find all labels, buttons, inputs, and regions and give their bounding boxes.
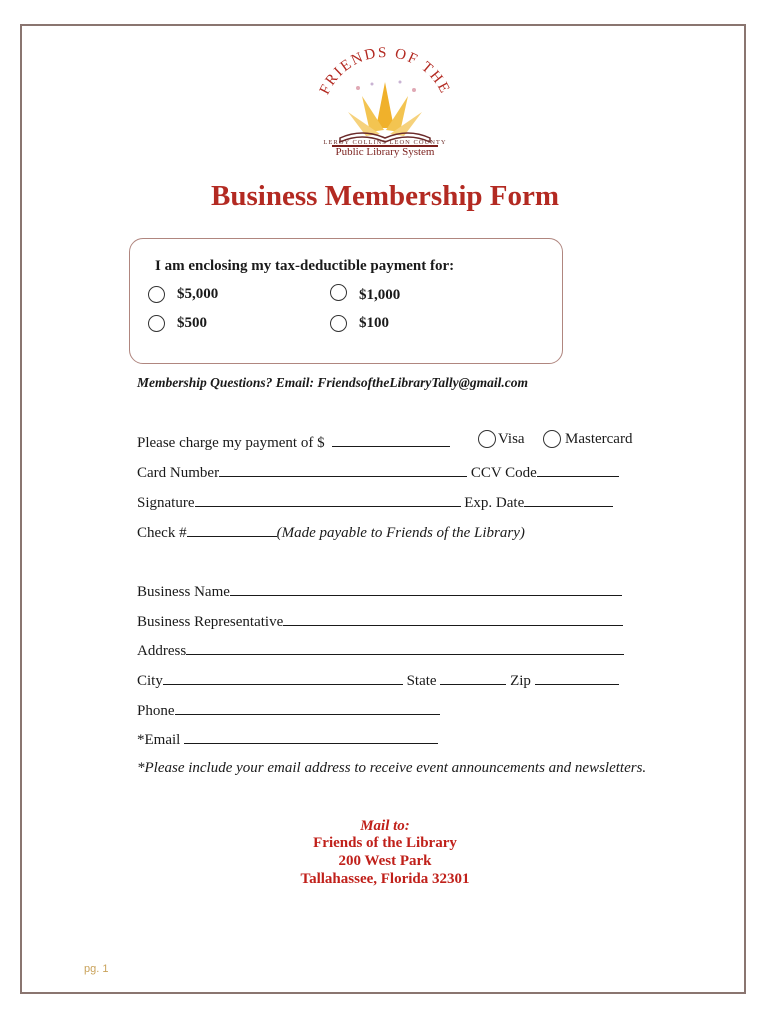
signature-row [137,492,613,512]
card-row [137,462,619,482]
visa-option[interactable] [478,430,525,448]
phone-field[interactable] [175,700,440,715]
radio-circle-icon[interactable] [478,430,496,448]
business-name-row [137,581,622,601]
charge-amount-field[interactable] [332,432,450,447]
mail-org: Friends of the Library [313,835,457,851]
business-name-label: Business Name [137,584,230,600]
option-label: $500 [177,315,207,331]
mail-street: 200 West Park [338,853,432,869]
address-label: Address [137,643,187,659]
ccv-field[interactable] [537,462,619,477]
radio-circle-icon[interactable] [148,286,165,303]
card-number-field[interactable] [219,462,467,477]
business-name-field[interactable] [230,581,622,596]
option-label: $5,000 [177,286,219,302]
radio-circle-icon[interactable] [148,315,165,332]
mastercard-label: Mastercard [565,430,633,447]
check-note: (Made payable to Friends of the Library) [276,525,525,541]
state-label: State [406,673,437,689]
check-row [137,522,525,542]
zip-label: Zip [510,673,531,689]
address-field[interactable] [186,640,624,655]
logo-arc-text: FRIENDS OF THE [316,44,454,98]
option-1000[interactable] [330,284,400,301]
business-rep-label: Business Representative [137,614,284,630]
charge-amount-row [137,432,450,452]
logo-system-text: Public Library System [335,146,435,158]
page-number: pg. 1 [84,963,109,975]
mail-to-label: Mail to: [360,818,410,834]
exp-date-label: Exp. Date [464,495,525,511]
email-notice: *Please include your email address to receive event announcements and newsletters. [137,760,647,776]
visa-label: Visa [498,430,525,447]
zip-field[interactable] [535,670,619,685]
card-number-label: Card Number [137,465,220,481]
state-field[interactable] [440,670,506,685]
mail-city: Tallahassee, Florida 32301 [300,871,470,887]
logo-county-text: LEROY COLLINS LEON COUNTY [323,139,447,146]
mastercard-option[interactable] [543,430,632,448]
ccv-label: CCV Code [470,465,537,481]
option-5000[interactable] [148,286,218,303]
phone-label: Phone [137,703,175,719]
city-row [137,670,619,690]
option-label: $1,000 [359,287,401,303]
signature-label: Signature [137,495,195,511]
questions-contact: Membership Questions? Email: FriendsoftheLibraryTally@gmail.com [137,375,529,390]
charge-label: Please charge my payment of $ [137,435,325,451]
check-label: Check # [137,525,187,541]
radio-circle-icon[interactable] [330,315,347,332]
city-label: City [137,673,163,689]
phone-row [137,700,440,720]
check-number-field[interactable] [187,522,277,537]
email-row [137,729,438,749]
form-title: Business Membership Form [211,180,559,212]
radio-circle-icon[interactable] [330,284,347,301]
city-field[interactable] [163,670,403,685]
option-label: $100 [359,315,389,331]
radio-circle-icon[interactable] [543,430,561,448]
payment-heading: I am enclosing my tax-deductible payment for: [155,258,455,274]
business-rep-field[interactable] [283,611,623,626]
option-500[interactable] [148,315,207,332]
option-100[interactable] [330,315,389,332]
business-rep-row [137,611,623,631]
address-row [137,640,624,660]
exp-date-field[interactable] [524,492,613,507]
signature-field[interactable] [195,492,461,507]
email-label: *Email [137,732,181,748]
email-field[interactable] [184,729,438,744]
